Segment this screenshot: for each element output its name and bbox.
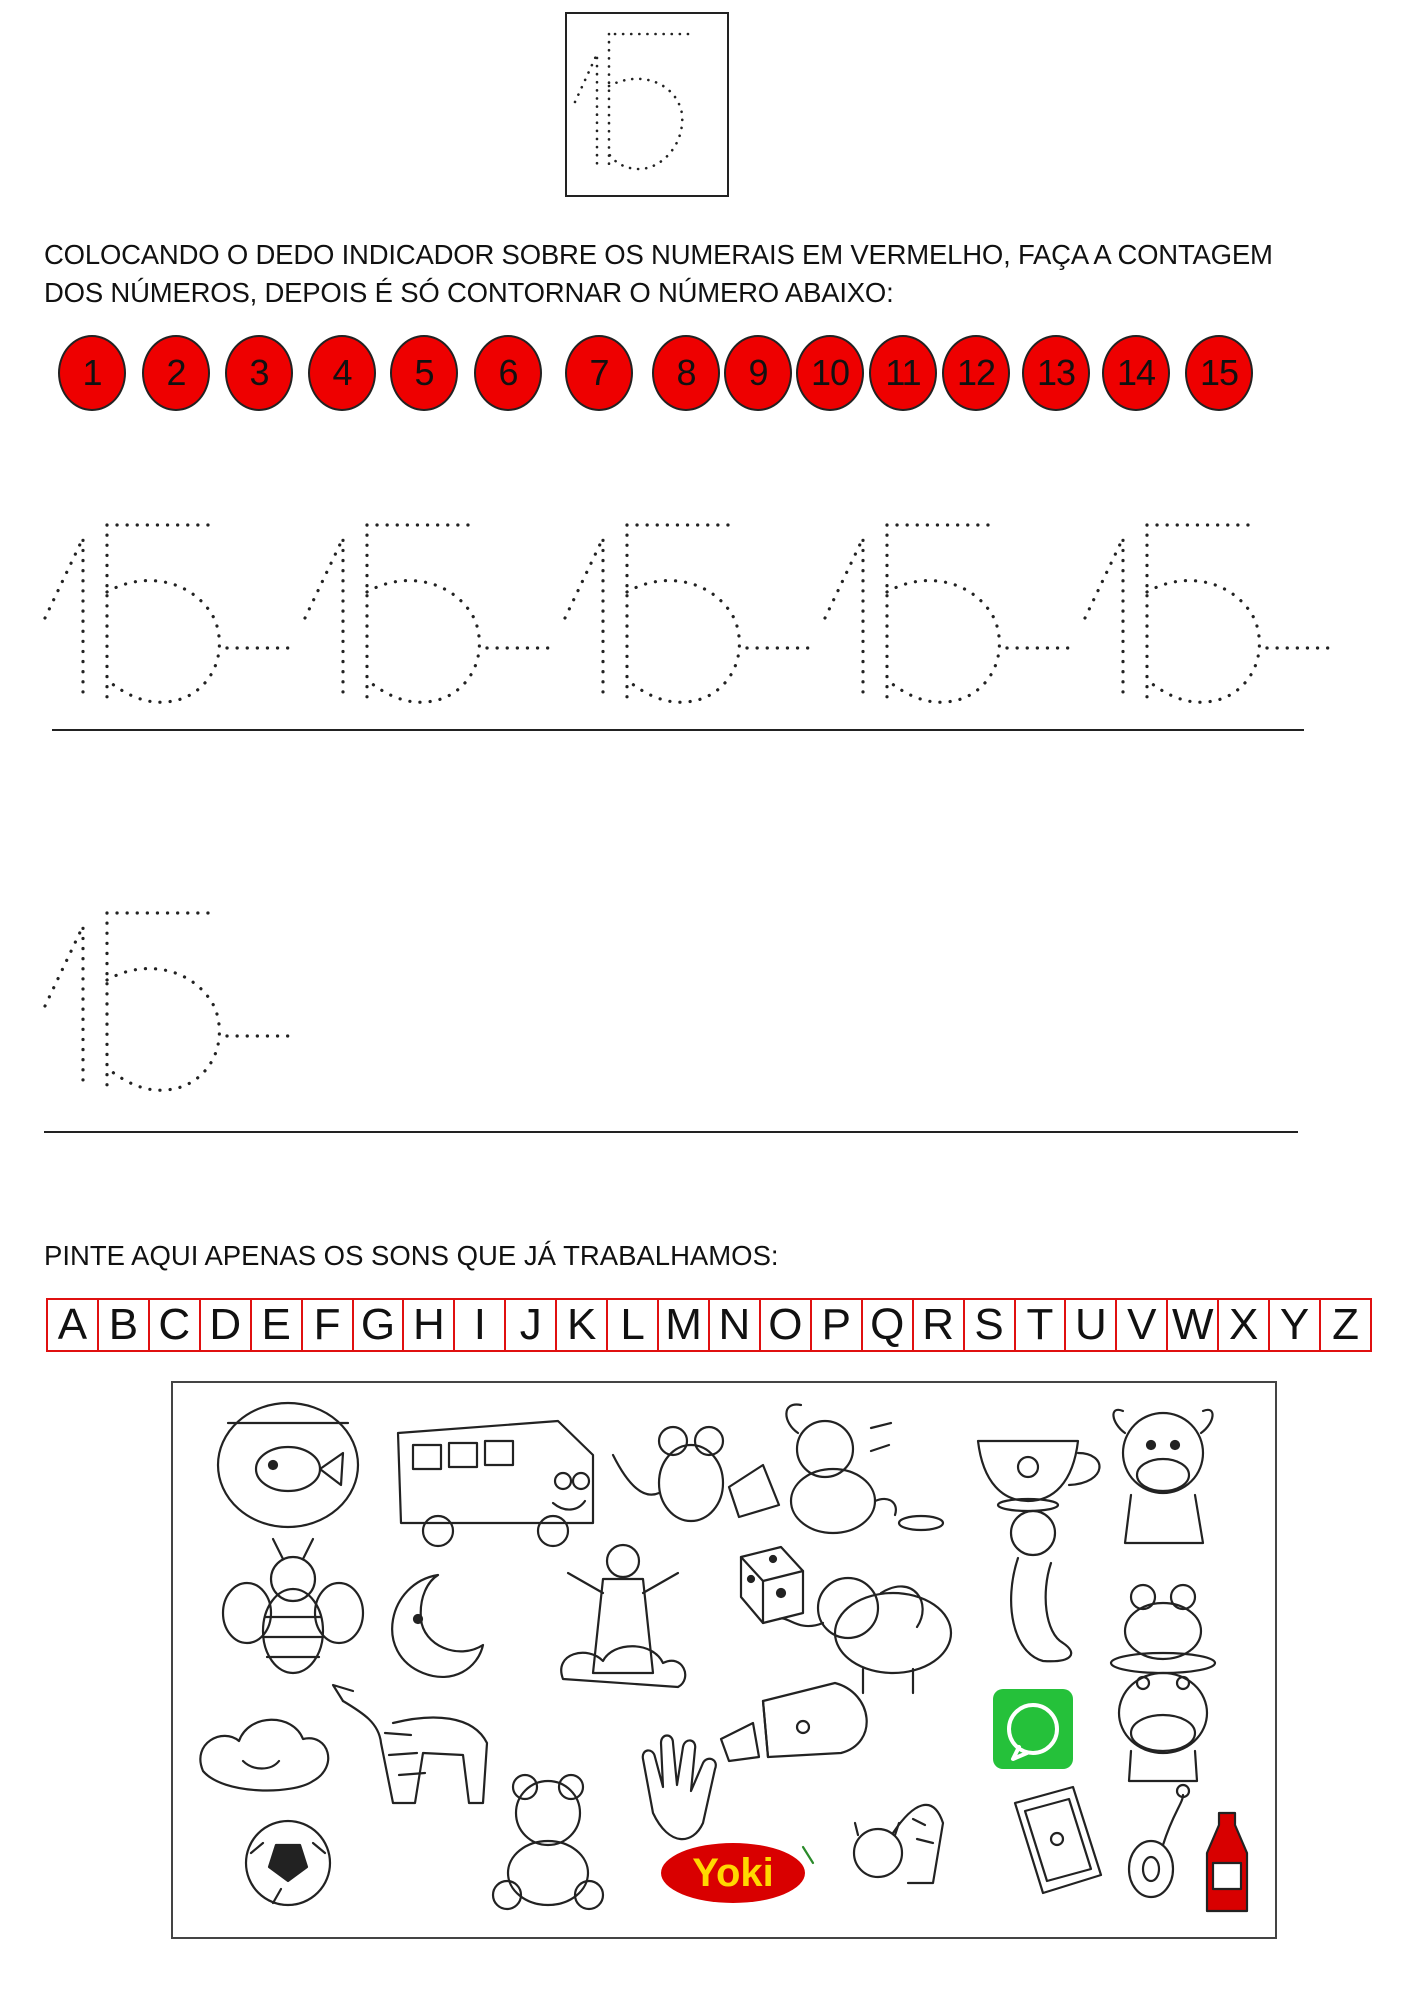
alphabet-strip <box>46 1298 1372 1352</box>
letter-m[interactable]: M <box>659 1300 710 1350</box>
seal-ball-icon[interactable] <box>1011 1511 1071 1661</box>
pictures-canvas <box>173 1383 1275 1937</box>
letter-j[interactable]: J <box>506 1300 557 1350</box>
number-circle-3: 3 <box>225 335 293 411</box>
number-circle-15: 15 <box>1185 335 1253 411</box>
teddy-bear-icon[interactable] <box>493 1775 603 1909</box>
letter-b[interactable]: B <box>99 1300 150 1350</box>
letter-h[interactable]: H <box>404 1300 455 1350</box>
letter-v[interactable]: V <box>1117 1300 1168 1350</box>
cheese-icon[interactable] <box>721 1683 867 1761</box>
moon-icon[interactable] <box>392 1575 483 1677</box>
rug-icon[interactable] <box>1015 1787 1101 1893</box>
letter-e[interactable]: E <box>252 1300 303 1350</box>
letter-x[interactable]: X <box>1219 1300 1270 1350</box>
fishbowl-icon[interactable] <box>218 1403 358 1527</box>
sounds-title: PINTE AQUI APENAS OS SONS QUE JÁ TRABALHAMOS: <box>44 1240 779 1271</box>
dice-icon[interactable] <box>741 1547 803 1623</box>
letter-s[interactable]: S <box>965 1300 1016 1350</box>
letter-u[interactable]: U <box>1066 1300 1117 1350</box>
letter-a[interactable]: A <box>48 1300 99 1350</box>
letter-n[interactable]: N <box>710 1300 761 1350</box>
letter-i[interactable]: I <box>455 1300 506 1350</box>
trace-15-row1-a[interactable] <box>45 525 293 702</box>
elephant-icon[interactable] <box>779 1578 951 1693</box>
trace-15-row2-a[interactable] <box>45 913 293 1090</box>
zebra-icon[interactable] <box>333 1685 487 1803</box>
number-circle-13: 13 <box>1022 335 1090 411</box>
number-circle-12: 12 <box>942 335 1010 411</box>
tiger-icon[interactable] <box>854 1805 943 1883</box>
ketchup-icon[interactable] <box>1207 1813 1247 1911</box>
letter-k[interactable]: K <box>557 1300 608 1350</box>
writing-line-1 <box>52 729 1304 731</box>
instruction-line-1: COLOCANDO O DEDO INDICADOR SOBRE OS NUMERAIS EM VERMELHO, FAÇA A CONTAGEM <box>44 239 1273 270</box>
letter-f[interactable]: F <box>303 1300 354 1350</box>
mouse-cheese-icon[interactable] <box>613 1427 779 1521</box>
writing-line-2 <box>44 1131 1298 1133</box>
hand-icon[interactable] <box>643 1736 716 1840</box>
instruction-line-2: DOS NÚMEROS, DEPOIS É SÓ CONTORNAR O NÚMERO ABAIXO: <box>44 277 894 308</box>
number-circle-7: 7 <box>565 335 633 411</box>
number-circle-10: 10 <box>796 335 864 411</box>
letter-p[interactable]: P <box>812 1300 863 1350</box>
letter-t[interactable]: T <box>1016 1300 1067 1350</box>
letter-l[interactable]: L <box>608 1300 659 1350</box>
hippo-icon[interactable] <box>1119 1673 1207 1781</box>
number-circle-1: 1 <box>58 335 126 411</box>
letter-w[interactable]: W <box>1168 1300 1219 1350</box>
dog-icon[interactable] <box>786 1405 943 1533</box>
cloud-icon[interactable] <box>200 1720 328 1791</box>
teacup-icon[interactable] <box>978 1441 1099 1511</box>
trace-15-row1-b[interactable] <box>305 525 553 702</box>
yoki-logo-icon <box>661 1843 813 1903</box>
number-circle-8: 8 <box>652 335 720 411</box>
cow-icon[interactable] <box>1113 1410 1212 1543</box>
trace-15-row1-d[interactable] <box>825 525 1073 702</box>
number-circle-6: 6 <box>474 335 542 411</box>
letter-d[interactable]: D <box>201 1300 252 1350</box>
letter-y[interactable]: Y <box>1270 1300 1321 1350</box>
frog-icon[interactable] <box>1111 1585 1215 1673</box>
trace-15-row1-c[interactable] <box>565 525 813 702</box>
letter-c[interactable]: C <box>150 1300 201 1350</box>
number-circle-5: 5 <box>390 335 458 411</box>
yoki-logo-text: Yoki <box>692 1851 774 1895</box>
pictures-box <box>171 1381 1277 1939</box>
letter-r[interactable]: R <box>914 1300 965 1350</box>
jesus-icon[interactable] <box>561 1545 685 1687</box>
number-circle-14: 14 <box>1102 335 1170 411</box>
number-circle-2: 2 <box>142 335 210 411</box>
letter-g[interactable]: G <box>354 1300 405 1350</box>
school-bus-icon[interactable] <box>398 1421 593 1546</box>
letter-q[interactable]: Q <box>863 1300 914 1350</box>
letter-z[interactable]: Z <box>1332 1300 1359 1349</box>
yoyo-icon[interactable] <box>1129 1785 1189 1897</box>
number-circle-11: 11 <box>869 335 937 411</box>
bee-icon[interactable] <box>223 1539 363 1673</box>
trace-15-row1-e[interactable] <box>1085 525 1333 702</box>
whatsapp-icon <box>993 1689 1073 1769</box>
number-circle-4: 4 <box>308 335 376 411</box>
soccer-ball-icon[interactable] <box>246 1821 330 1905</box>
letter-o[interactable]: O <box>761 1300 812 1350</box>
number-circle-9: 9 <box>724 335 792 411</box>
